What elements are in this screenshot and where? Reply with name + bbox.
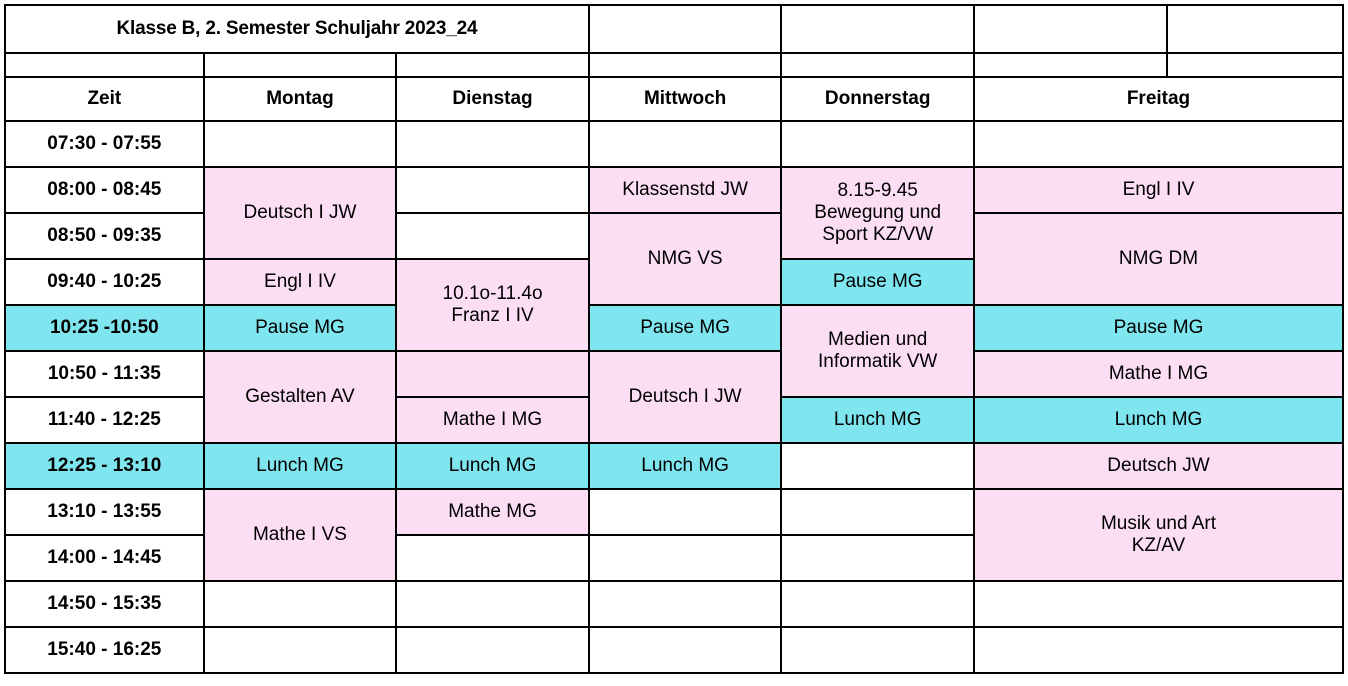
- cell-freitag-1540: [974, 627, 1343, 673]
- table-row: [5, 351, 1343, 397]
- cell-freitag-1450: [974, 581, 1343, 627]
- header-day-dienstag: Dienstag: [396, 77, 589, 121]
- header-time: Zeit: [5, 77, 204, 121]
- cell-montag-0940: Engl I IV: [204, 259, 397, 305]
- spacer-cell-time: [5, 53, 204, 77]
- header-day-mittwoch: Mittwoch: [589, 77, 782, 121]
- table-row: [5, 489, 1343, 535]
- table-row: [5, 121, 1343, 167]
- timetable-container: [0, 4, 1348, 686]
- cell-montag-1225: Lunch MG: [204, 443, 397, 489]
- cell-montag-1310: Mathe I VS: [204, 489, 397, 581]
- cell-mittwoch-0850: NMG VS: [589, 213, 782, 305]
- cell-montag-1025: Pause MG: [204, 305, 397, 351]
- cell-freitag-0850: NMG DM: [974, 213, 1343, 305]
- cell-mittwoch-1400: [589, 535, 782, 581]
- cell-dienstag-1225: Lunch MG: [396, 443, 589, 489]
- time-label: 10:25 -10:50: [5, 305, 204, 351]
- time-label: 12:25 - 13:10: [5, 443, 204, 489]
- cell-dienstag-0850: [396, 213, 589, 259]
- spacer-cell-1: [204, 53, 397, 77]
- cell-montag-1540: [204, 627, 397, 673]
- cell-dienstag-1140: Mathe I MG: [396, 397, 589, 443]
- time-label: 14:50 - 15:35: [5, 581, 204, 627]
- timetable: [4, 4, 1344, 674]
- cell-dienstag-1450: [396, 581, 589, 627]
- table-row: [5, 627, 1343, 673]
- cell-donnerstag-0940: Pause MG: [781, 259, 974, 305]
- header-day-donnerstag: Donnerstag: [781, 77, 974, 121]
- header-row: [5, 77, 1343, 121]
- table-row: [5, 581, 1343, 627]
- cell-freitag-1310: Musik und Art KZ/AV: [974, 489, 1343, 581]
- cell-freitag-0730: [974, 121, 1343, 167]
- time-label: 10:50 - 11:35: [5, 351, 204, 397]
- spacer-cell-2: [396, 53, 589, 77]
- cell-mittwoch-1310: [589, 489, 782, 535]
- cell-mittwoch-0800: Klassenstd JW: [589, 167, 782, 213]
- spacer-cell-3: [589, 53, 782, 77]
- time-label: 15:40 - 16:25: [5, 627, 204, 673]
- header-day-montag: Montag: [204, 77, 397, 121]
- time-label: 14:00 - 14:45: [5, 535, 204, 581]
- cell-donnerstag-0730: [781, 121, 974, 167]
- time-label: 09:40 - 10:25: [5, 259, 204, 305]
- cell-mittwoch-1050: Deutsch I JW: [589, 351, 782, 443]
- cell-mittwoch-1540: [589, 627, 782, 673]
- cell-donnerstag-1140: Lunch MG: [781, 397, 974, 443]
- cell-montag-0730: [204, 121, 397, 167]
- cell-dienstag-1310: Mathe MG: [396, 489, 589, 535]
- cell-mittwoch-1225: Lunch MG: [589, 443, 782, 489]
- cell-dienstag-1400: [396, 535, 589, 581]
- cell-donnerstag-1025: Medien und Informatik VW: [781, 305, 974, 397]
- title-spacer-cell-1: [589, 5, 782, 53]
- cell-freitag-1025: Pause MG: [974, 305, 1343, 351]
- cell-dienstag-1540: [396, 627, 589, 673]
- cell-freitag-1050: Mathe I MG: [974, 351, 1343, 397]
- time-label: 13:10 - 13:55: [5, 489, 204, 535]
- cell-freitag-1225: Deutsch JW: [974, 443, 1343, 489]
- spacer-cell-6: [1167, 53, 1343, 77]
- title-row: [5, 5, 1343, 53]
- cell-donnerstag-1540: [781, 627, 974, 673]
- cell-donnerstag-1450: [781, 581, 974, 627]
- cell-dienstag-0730: [396, 121, 589, 167]
- cell-mittwoch-1450: [589, 581, 782, 627]
- time-label: 11:40 - 12:25: [5, 397, 204, 443]
- time-label: 08:00 - 08:45: [5, 167, 204, 213]
- time-label: 08:50 - 09:35: [5, 213, 204, 259]
- time-label: 07:30 - 07:55: [5, 121, 204, 167]
- cell-montag-1450: [204, 581, 397, 627]
- title-spacer-cell-2: [781, 5, 974, 53]
- cell-montag-0800: Deutsch I JW: [204, 167, 397, 259]
- title-spacer-cell-4: [1167, 5, 1343, 53]
- cell-dienstag-0940: 10.1o-11.4o Franz I IV: [396, 259, 589, 351]
- cell-mittwoch-1025: Pause MG: [589, 305, 782, 351]
- cell-freitag-1140: Lunch MG: [974, 397, 1343, 443]
- table-row: [5, 305, 1343, 351]
- table-row: [5, 443, 1343, 489]
- header-day-freitag: Freitag: [974, 77, 1343, 121]
- spacer-row: [5, 53, 1343, 77]
- cell-donnerstag-1400: [781, 535, 974, 581]
- page-title: Klasse B, 2. Semester Schuljahr 2023_24: [5, 5, 589, 53]
- cell-donnerstag-1310: [781, 489, 974, 535]
- spacer-cell-5: [974, 53, 1167, 77]
- spacer-cell-4: [781, 53, 974, 77]
- table-row: [5, 167, 1343, 213]
- cell-freitag-0800: Engl I IV: [974, 167, 1343, 213]
- cell-montag-1050: Gestalten AV: [204, 351, 397, 443]
- cell-mittwoch-0730: [589, 121, 782, 167]
- cell-donnerstag-0800: 8.15-9.45 Bewegung und Sport KZ/VW: [781, 167, 974, 259]
- cell-dienstag-1050: [396, 351, 589, 397]
- cell-donnerstag-1225: [781, 443, 974, 489]
- title-spacer-cell-3: [974, 5, 1167, 53]
- cell-dienstag-0800: [396, 167, 589, 213]
